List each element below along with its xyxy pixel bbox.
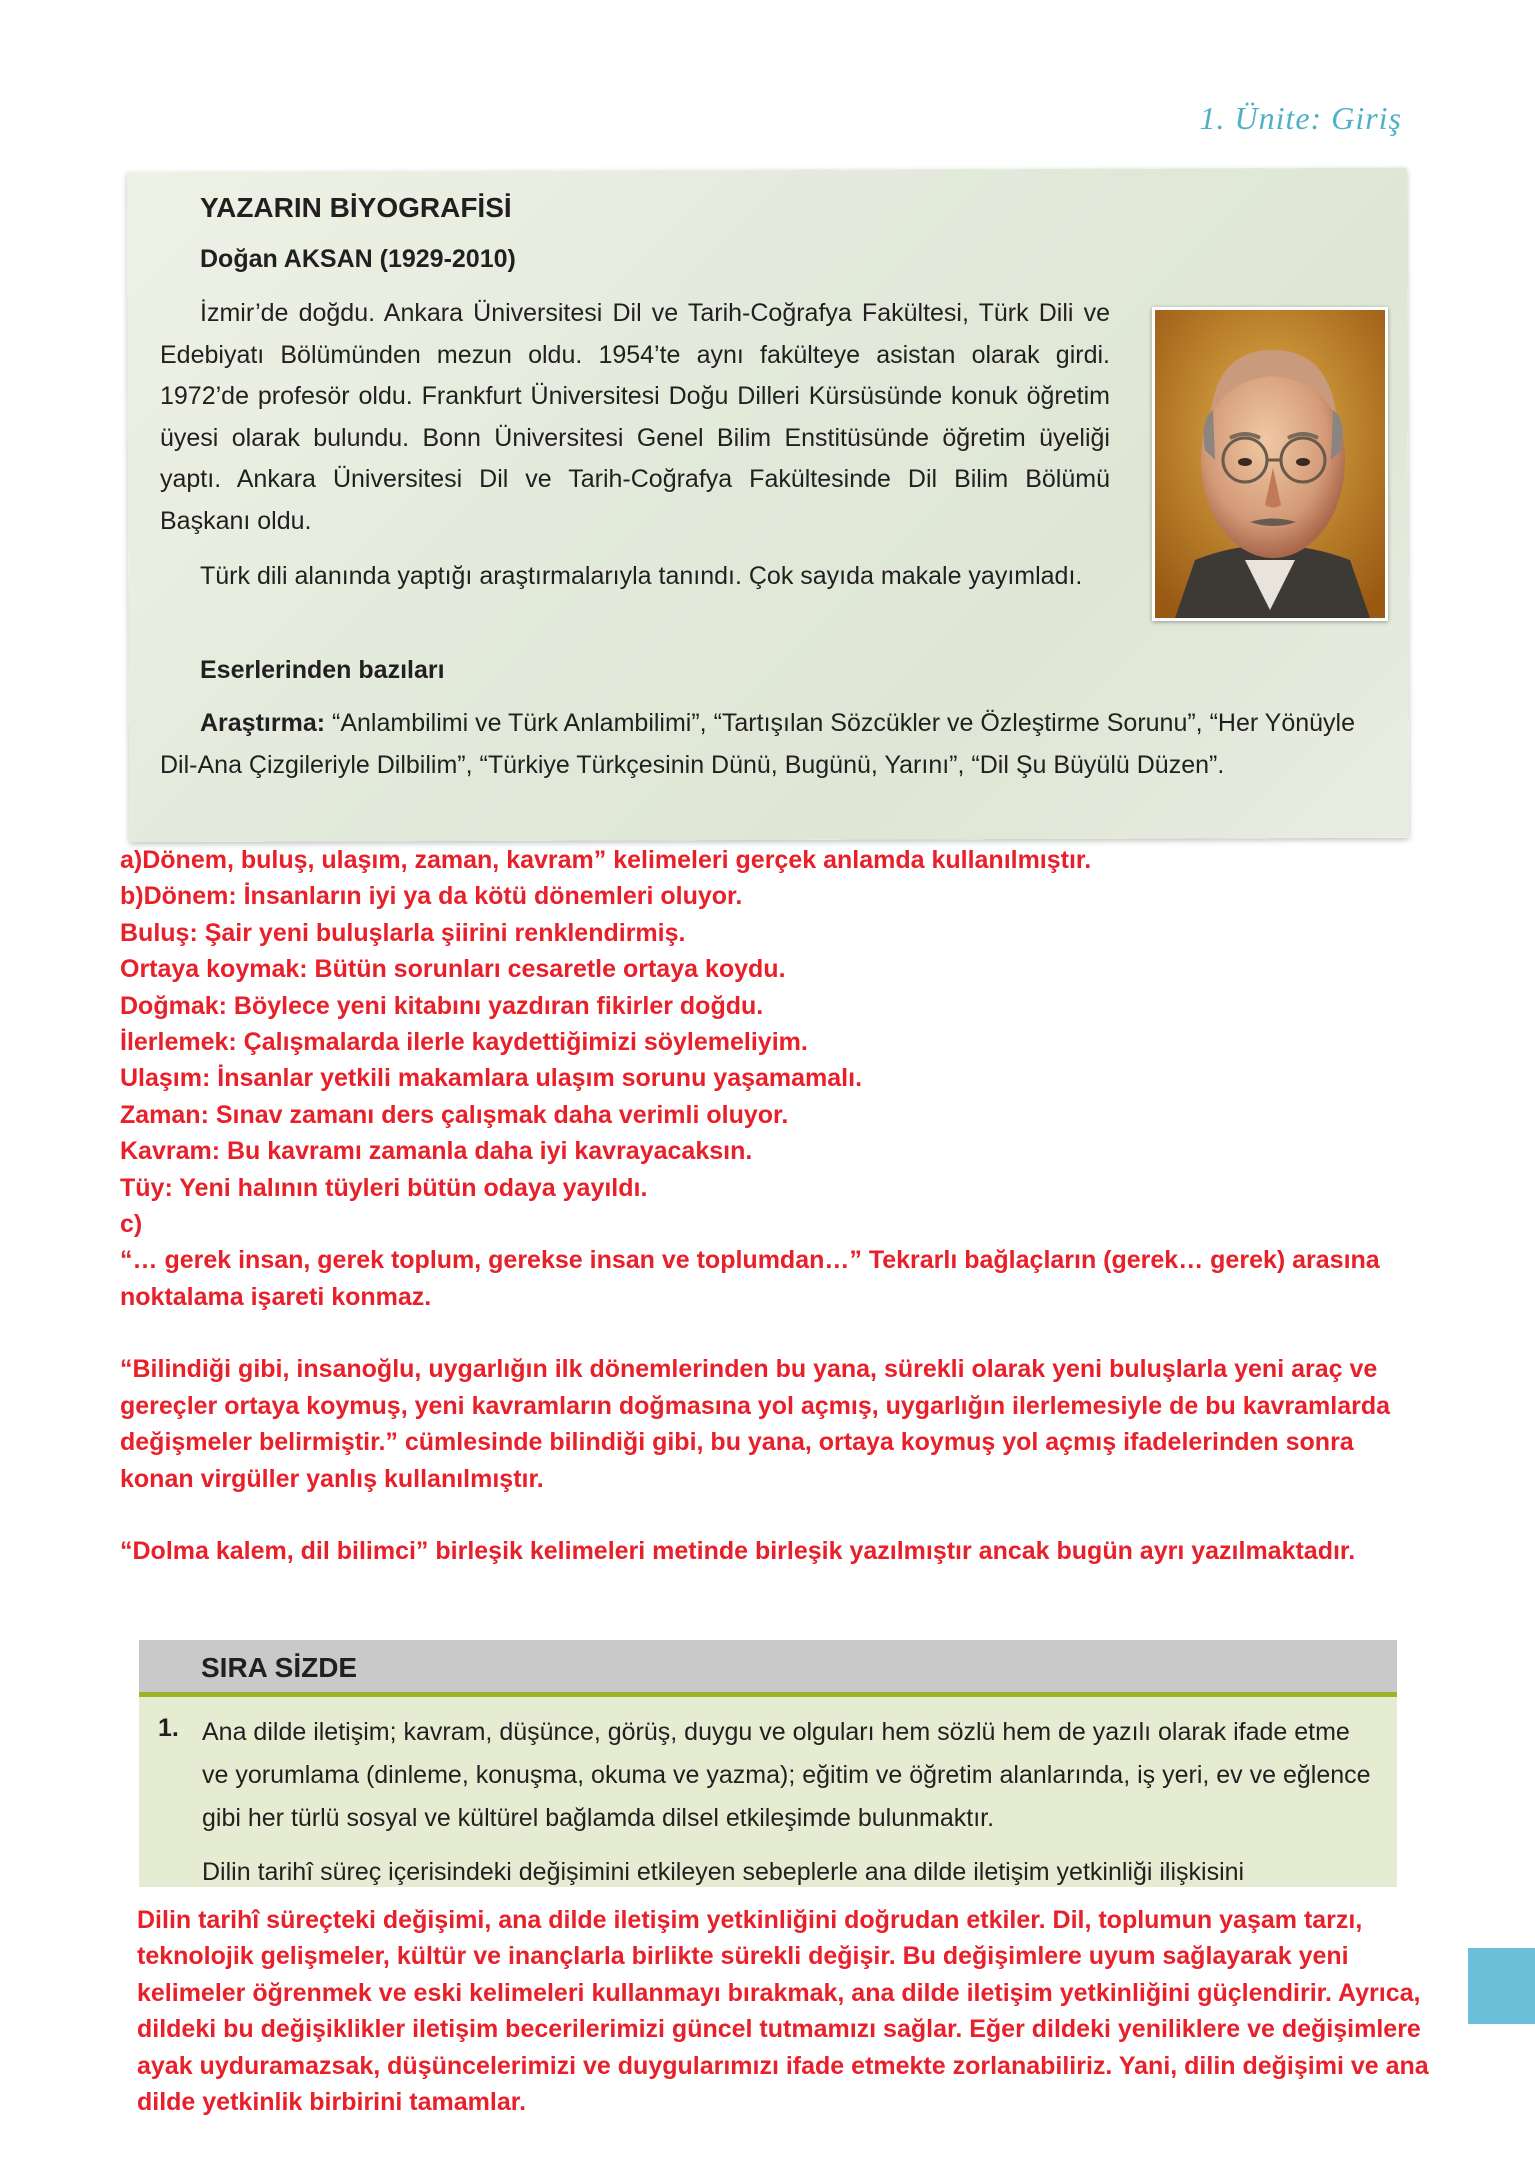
- question-text-2: Dilin tarihî süreç içerisindeki değişimini etkileyen sebeplerle ana dilde iletişim yetkinliği ilişkisini: [202, 1858, 1245, 1886]
- answer-c-paragraph-1: “… gerek insan, gerek toplum, gerekse insan ve toplumdan…” Tekrarlı bağlaçların (gerek… gerek) arasına noktalama işareti konmaz.: [120, 1246, 1380, 1311]
- sira-sizde-title: SIRA SİZDE: [201, 1652, 358, 1683]
- answer-line: Tüy: Yeni halının tüyleri bütün odaya yayıldı.: [120, 1173, 648, 1202]
- author-name: Doğan AKSAN (1929-2010): [200, 245, 516, 273]
- answer-line: Ulaşım: İnsanlar yetkili makamlara ulaşım sorunu yaşamamalı.: [120, 1064, 863, 1093]
- answer-paragraph: Dilin tarihî süreçteki değişimi, ana dilde iletişim yetkinliğini doğrudan etkiler. Dil, toplumun yaşam tarzı, teknolojik gelişmeler, kültür ve inançlarla birlikte sürekli değişir. Bu değişimlere uyum sağlayarak yeni kelimeler öğrenmek ve eski kelimeleri kullanmayı bırakmak, ana dilde iletişim yetkinliğini güçlendirir. Ayrıca, dildeki bu değişiklikler iletişim becerilerimizi güncel tutmamızı sağlar. Eğer dildeki yeniliklere ve değişimlere ayak uyduramazsak, düşüncelerimizi ve duygularımızı ifade etmekte zorlanabiliriz. Yani, dilin değişimi ve ana dilde yetkinlik birbirini tamamlar.: [137, 1906, 1429, 2117]
- works-list: “Anlambilimi ve Türk Anlambilimi”, “Tartışılan Sözcükler ve Özleştirme Sorunu”, “Her Yönüyle Dil-Ana Çizgileriyle Dilbilim”, “Türkiye Türkçesinin Dünü, Bugünü, Yarını”, “Dil Şu Büyülü Düzen”.: [160, 709, 1356, 779]
- answers-block: [120, 842, 1410, 1569]
- answer-line: b)Dönem: İnsanların iyi ya da kötü dönemleri oluyor.: [120, 882, 743, 911]
- biography-paragraph-2: Türk dili alanında yaptığı araştırmalarıyla tanındı. Çok sayıda makale yayımladı.: [200, 562, 1083, 590]
- sira-sizde-header: [139, 1640, 1397, 1697]
- biography-paragraph-1: İzmir’de doğdu. Ankara Üniversitesi Dil ve Tarih-Coğrafya Fakültesi, Türk Dili ve Edebiyatı Bölümünden mezun oldu. 1954’te aynı fakülteye asistan olarak girdi. 1972’de profesör oldu. Frankfurt Üniversitesi Doğu Dilleri Kürsüsünde konuk öğretim üyesi olarak bulundu. Bonn Üniversitesi Genel Bilim Enstitüsünde öğretim üyeliği yaptı. Ankara Üniversitesi Dil ve Tarih-Coğrafya Fakültesinde Dil Bilim Bölümü Başkanı oldu.: [160, 299, 1110, 535]
- answer-line: c): [120, 1210, 143, 1239]
- portrait-image: [1155, 310, 1385, 618]
- answer-line: Zaman: Sınav zamanı ders çalışmak daha verimli oluyor.: [120, 1100, 789, 1129]
- works-text: [160, 703, 1390, 786]
- works-label: Araştırma:: [200, 709, 326, 737]
- answer-line: a)Dönem, buluş, ulaşım, zaman, kavram” kelimeleri gerçek anlamda kullanılmıştır.: [120, 846, 1092, 874]
- biography-heading: YAZARIN BİYOGRAFİSİ: [200, 192, 512, 223]
- unit-title: 1. Ünite: Giriş: [1199, 100, 1402, 136]
- answer-line: İlerlemek: Çalışmalarda ilerle kaydettiğimizi söylemeliyim.: [120, 1028, 808, 1057]
- answer-line: Kavram: Bu kavramı zamanla daha iyi kavrayacaksın.: [120, 1137, 753, 1166]
- works-title: Eserlerinden bazıları: [200, 656, 445, 684]
- answer-line: Ortaya koymak: Bütün sorunları cesaretle ortaya koydu.: [120, 955, 786, 984]
- question-number: 1.: [158, 1714, 179, 1742]
- author-portrait: [1152, 307, 1388, 621]
- answer-c-paragraph-2: “Bilindiği gibi, insanoğlu, uygarlığın ilk dönemlerinden bu yana, sürekli olarak yeni buluşlarla yeni araç ve gereçler ortaya koymuş, yeni kavramların doğmasına yol açmış, uygarlığın ilerlemesiyle de bu kavramlarda değişmeler belirmiştir.” cümlesinde bilindiği gibi, bu yana, ortaya koymuş yol açmış ifadelerinden sonra konan virgüller yanlış kullanılmıştır.: [120, 1355, 1391, 1493]
- answer-line: Buluş: Şair yeni buluşlarla şiirini renklendirmiş.: [120, 918, 686, 947]
- answer-c-paragraph-3: “Dolma kalem, dil bilimci” birleşik kelimeleri metinde birleşik yazılmıştır ancak bugün ayrı yazılmaktadır.: [120, 1536, 1356, 1565]
- question-text-1: Ana dilde iletişim; kavram, düşünce, görüş, duygu ve olguları hem sözlü hem de yazılı olarak ifade etme ve yorumlama (dinleme, konuşma, okuma ve yazma); eğitim ve öğretim alanlarında, iş yeri, ev ve eğlence gibi her türlü sosyal ve kültürel bağlamda dilsel etkileşimde bulunmaktır.: [202, 1718, 1371, 1832]
- answer-line: Doğmak: Böylece yeni kitabını yazdıran fikirler doğdu.: [120, 991, 764, 1020]
- page-edge-tab: [1468, 1948, 1535, 2024]
